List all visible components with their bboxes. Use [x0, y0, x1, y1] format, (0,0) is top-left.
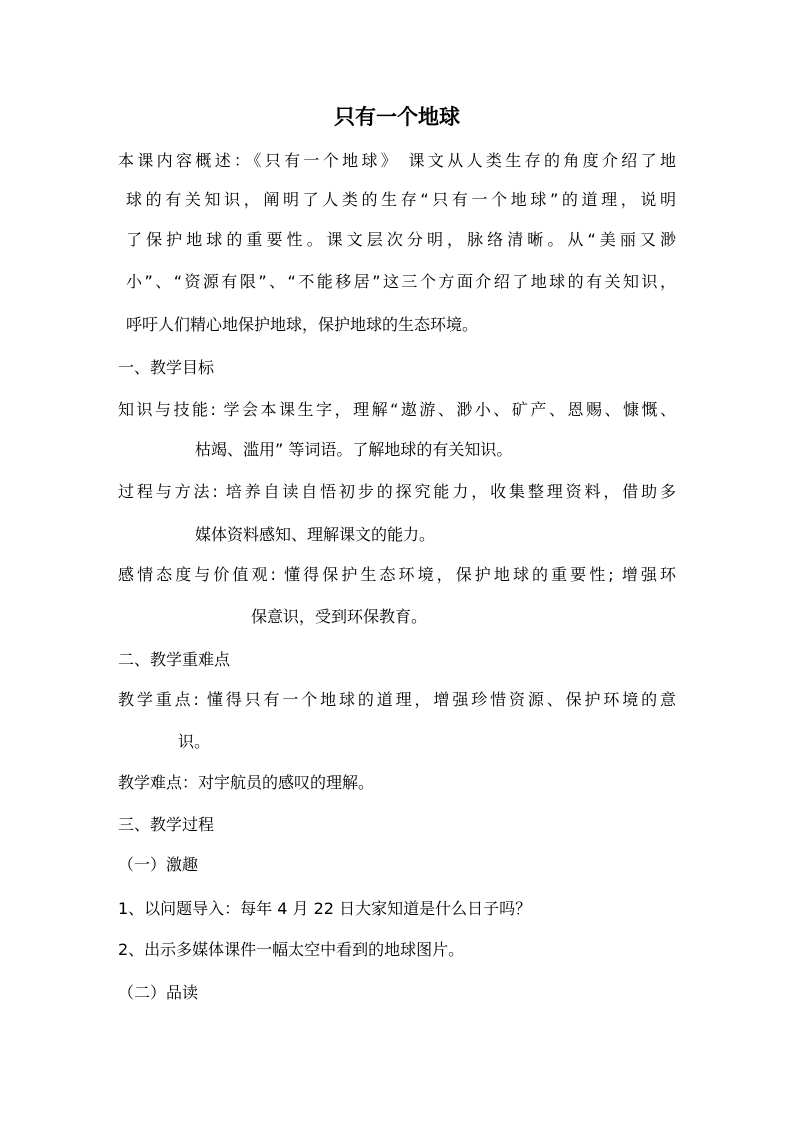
teaching-focus-line-1: 教学重点: 懂得只有一个地球的道理，增强珍惜资源、保护环境的意: [118, 690, 676, 709]
process-part-1-heading: （一）激趣: [118, 855, 199, 874]
objective-knowledge-line-2: 枯竭、滥用” 等词语。了解地球的有关知识。: [195, 440, 513, 459]
teaching-difficulty: 教学难点：对宇航员的感叹的理解。: [118, 773, 375, 792]
overview-line-3: 了保护地球的重要性。课文层次分明，脉络清晰。从“美丽又渺: [126, 230, 676, 249]
teaching-focus-line-2: 识。: [178, 732, 211, 751]
objective-process-line-2: 媒体资料感知、理解课文的能力。: [195, 525, 436, 544]
overview-line-2: 球的有关知识，阐明了人类的生存“只有一个地球”的道理，说明: [126, 190, 676, 209]
section-heading-key-points: 二、教学重难点: [118, 650, 231, 669]
overview-line-5: 呼吁人们精心地保护地球，保护地球的生态环境。: [126, 315, 479, 334]
objective-process-line-1: 过程与方法: 培养自读自悟初步的探究能力，收集整理资料，借助多: [118, 482, 676, 501]
process-step-1: 1、以问题导入：每年 4 月 22 日大家知道是什么日子吗？: [118, 899, 532, 918]
section-heading-objectives: 一、教学目标: [118, 358, 215, 377]
objective-knowledge-line-1: 知识与技能: 学会本课生字，理解“遨游、渺小、矿产、恩赐、慷慨、: [118, 400, 676, 419]
objective-emotion-line-1: 感情态度与价值观: 懂得保护生态环境，保护地球的重要性; 增强环: [118, 565, 676, 584]
overview-line-1: 本课内容概述：《只有一个地球》 课文从人类生存的角度介绍了地: [118, 151, 676, 170]
section-heading-process: 三、教学过程: [118, 815, 215, 834]
document-title: 只有一个地球: [334, 104, 460, 129]
process-part-2-heading: （二）品读: [118, 983, 199, 1002]
objective-emotion-line-2: 保意识，受到环保教育。: [251, 607, 428, 626]
process-step-2: 2、出示多媒体课件一幅太空中看到的地球图片。: [118, 940, 465, 959]
overview-line-4: 小”、“资源有限”、“不能移居”这三个方面介绍了地球的有关知识，: [126, 272, 676, 291]
